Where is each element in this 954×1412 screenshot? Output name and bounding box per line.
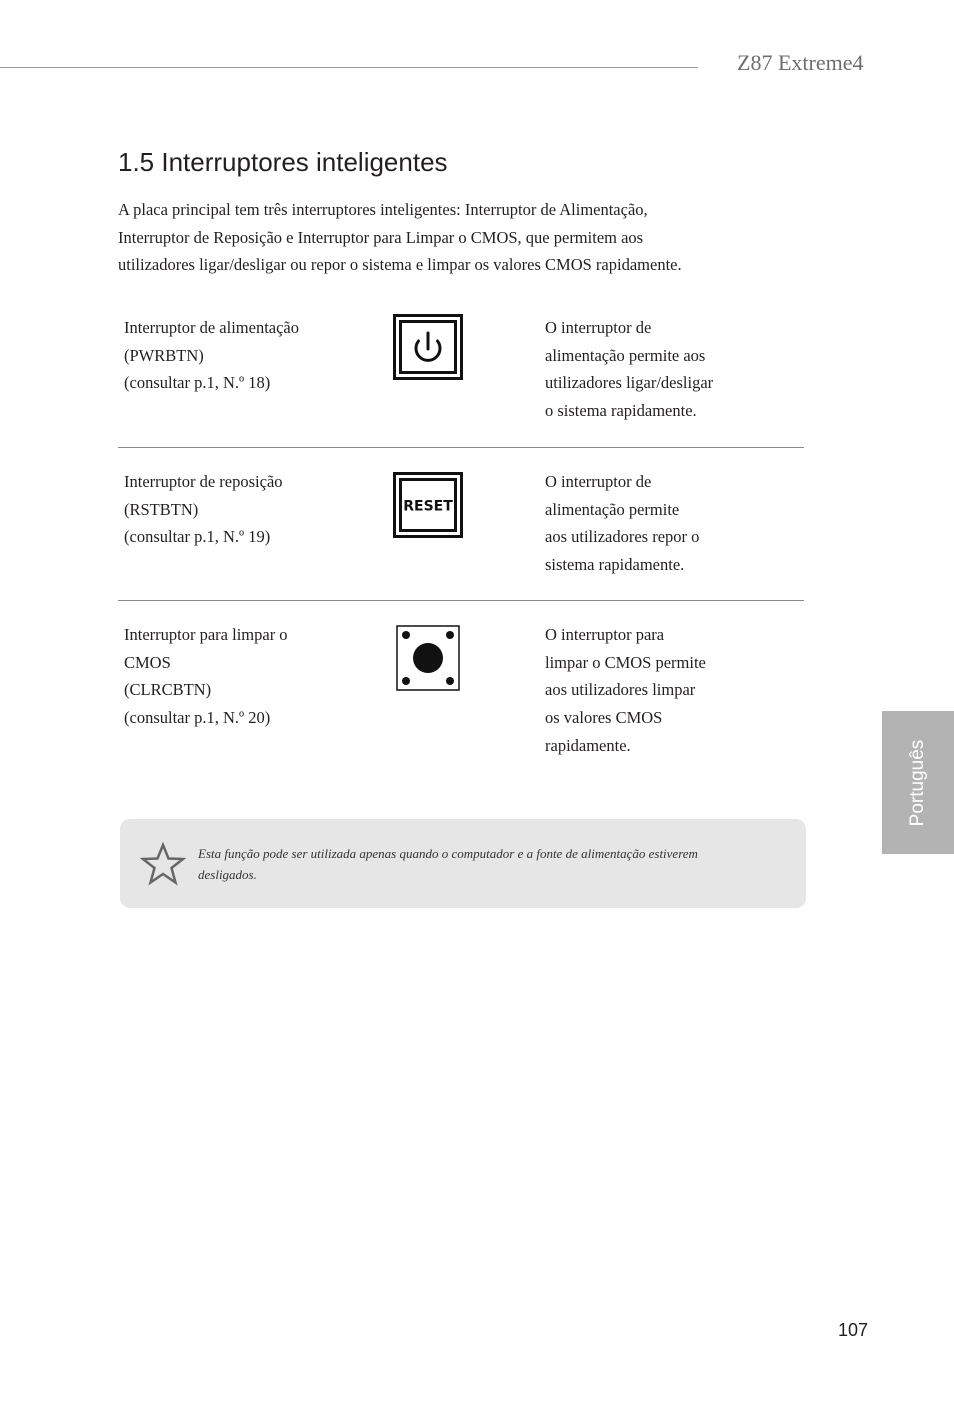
header-rule (0, 67, 698, 68)
switch-name (124, 314, 299, 397)
intro-paragraph (118, 196, 758, 279)
switch-desc-line: O interruptor de (545, 472, 652, 491)
section-title: 1.5 Interruptores inteligentes (118, 147, 448, 177)
switch-description (545, 314, 713, 425)
switch-name (124, 468, 283, 551)
switch-desc-line: limpar o CMOS permite (545, 652, 706, 672)
star-icon (140, 842, 186, 886)
language-tab-label: Português (907, 739, 928, 826)
note-box (120, 819, 806, 908)
switch-desc-line: aos utilizadores limpar (545, 680, 696, 700)
reset-icon-label: RESET (403, 498, 453, 515)
row-divider (118, 600, 804, 601)
switch-name-line: (consultar p.1, N.º 20) (124, 708, 271, 728)
switch-name (124, 621, 288, 732)
power-icon (393, 314, 463, 380)
intro-line: A placa principal tem três interruptores inteligentes: Interruptor de Alimentação, (118, 200, 648, 219)
switch-desc-line: utilizadores ligar/desligar (545, 373, 714, 393)
note-line: desligados. (198, 867, 257, 882)
switch-desc-line: aos utilizadores repor o (545, 527, 700, 547)
switch-desc-line: os valores CMOS (545, 708, 663, 728)
switch-desc-line: alimentação permite aos (545, 345, 706, 365)
switch-description (545, 621, 706, 760)
switch-desc-line: O interruptor de (545, 318, 652, 337)
note-line: Esta função pode ser utilizada apenas quando o computador e a fonte de alimentação estiverem (198, 846, 698, 861)
switch-name-line: (consultar p.1, N.º 18) (124, 373, 271, 393)
language-tab (882, 711, 954, 854)
switch-desc-line: alimentação permite (545, 499, 680, 519)
switch-desc-line: o sistema rapidamente. (545, 401, 697, 421)
model-name: Z87 Extreme4 (737, 50, 864, 75)
note-text (198, 843, 788, 885)
switch-desc-line: rapidamente. (545, 735, 631, 755)
switch-description (545, 468, 699, 579)
page-number: 107 (838, 1320, 869, 1340)
switch-name-line: Interruptor de reposição (124, 472, 283, 491)
clear-cmos-icon (396, 625, 460, 691)
switch-name-line: Interruptor para limpar o (124, 625, 288, 644)
switch-name-line: (CLRCBTN) (124, 680, 212, 700)
intro-line: utilizadores ligar/desligar ou repor o sistema e limpar os valores CMOS rapidamente. (118, 255, 682, 275)
switch-desc-line: O interruptor para (545, 625, 665, 644)
switch-name-line: CMOS (124, 652, 171, 672)
switch-name-line: (PWRBTN) (124, 345, 204, 365)
row-divider (118, 447, 804, 448)
reset-icon (393, 472, 463, 538)
switch-name-line: (consultar p.1, N.º 19) (124, 527, 271, 547)
switch-name-line: Interruptor de alimentação (124, 318, 299, 337)
switch-desc-line: sistema rapidamente. (545, 555, 685, 575)
switch-name-line: (RSTBTN) (124, 499, 199, 519)
intro-line: Interruptor de Reposição e Interruptor para Limpar o CMOS, que permitem aos (118, 227, 644, 247)
